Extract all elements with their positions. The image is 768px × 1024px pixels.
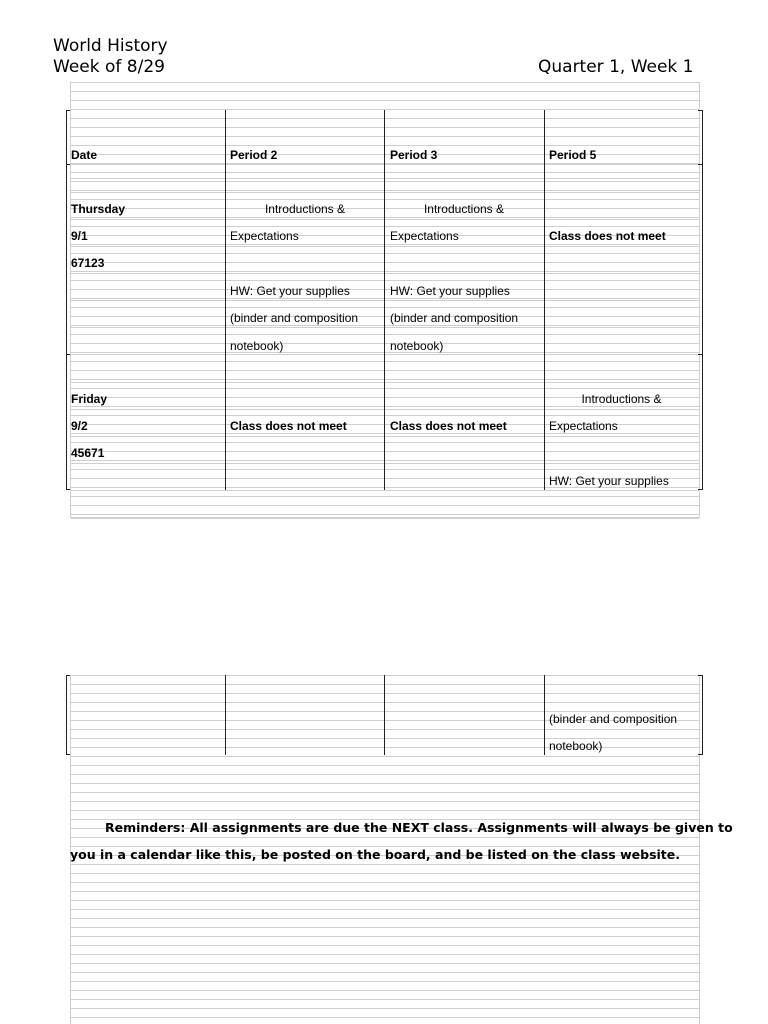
gridline — [71, 244, 699, 245]
column-divider — [384, 110, 385, 490]
header-date: Date — [71, 148, 98, 162]
gridline — [71, 388, 699, 389]
table-right-border — [702, 110, 703, 490]
row-separator — [698, 354, 702, 355]
border-tick — [66, 754, 70, 755]
friday-p3-note: Class does not meet — [390, 419, 507, 433]
gridline — [71, 436, 699, 437]
friday-code: 45671 — [71, 446, 105, 460]
gridline — [71, 463, 699, 464]
column-divider — [225, 675, 226, 755]
gridline — [71, 300, 699, 301]
thursday-day: Thursday — [71, 202, 126, 216]
gridline — [71, 738, 699, 739]
gridline — [71, 280, 699, 281]
header-period-2: Period 2 — [230, 148, 278, 162]
friday-p5-line: Expectations — [549, 419, 618, 433]
gridline — [71, 756, 699, 757]
gridline — [71, 747, 699, 748]
thursday-date: 9/1 — [71, 229, 88, 243]
reminders-line-2: you in a calendar like this, be posted on the board, and be listed on the class website. — [70, 847, 680, 862]
table-left-border — [66, 675, 67, 755]
border-tick — [66, 675, 70, 676]
gridline — [71, 226, 699, 227]
schedule-grid — [70, 82, 700, 518]
gridline — [71, 316, 699, 317]
gridline — [71, 918, 699, 919]
gridline — [71, 945, 699, 946]
gridline — [71, 246, 699, 247]
gridline — [71, 765, 699, 766]
gridline — [71, 783, 699, 784]
gridline — [71, 181, 699, 182]
border-tick — [66, 489, 70, 490]
border-tick — [66, 110, 70, 111]
gridline — [71, 909, 699, 910]
border-tick — [698, 675, 702, 676]
gridline — [71, 1017, 699, 1018]
gridline — [71, 164, 699, 165]
gridline — [71, 954, 699, 955]
gridline — [71, 864, 699, 865]
gridline — [71, 273, 699, 274]
gridline — [71, 352, 699, 353]
header-period-3: Period 3 — [390, 148, 438, 162]
gridline — [71, 109, 699, 110]
thursday-p3-line: Expectations — [390, 229, 459, 243]
friday-p2-note: Class does not meet — [230, 419, 347, 433]
week-label: Week of 8/29 — [53, 57, 165, 77]
friday-p5-line: notebook) — [549, 739, 603, 753]
gridline — [71, 900, 699, 901]
column-divider — [384, 675, 385, 755]
gridline — [71, 451, 699, 452]
gridline — [71, 882, 699, 883]
gridline — [71, 801, 699, 802]
gridline — [71, 433, 699, 434]
gridline — [71, 442, 699, 443]
table-left-border — [66, 110, 67, 490]
friday-p5-line: Introductions & — [581, 392, 662, 406]
gridline — [71, 518, 699, 519]
gridline — [71, 100, 699, 101]
gridline — [71, 684, 699, 685]
row-separator — [698, 164, 702, 165]
gridline — [71, 729, 699, 730]
gridline — [71, 379, 699, 380]
gridline — [71, 972, 699, 973]
gridline — [71, 999, 699, 1000]
gridline — [71, 981, 699, 982]
gridline — [71, 289, 699, 290]
gridline — [71, 154, 699, 155]
gridline — [71, 145, 699, 146]
gridline — [71, 343, 699, 344]
gridline — [71, 172, 699, 173]
gridline — [71, 927, 699, 928]
column-divider — [544, 675, 545, 755]
thursday-p2-line: HW: Get your supplies — [230, 284, 350, 298]
course-title: World History — [53, 36, 168, 56]
gridline — [71, 837, 699, 838]
thursday-p2-line: Introductions & — [264, 202, 346, 216]
gridline — [71, 307, 699, 308]
row-separator — [66, 164, 70, 165]
gridline — [71, 262, 699, 263]
gridline — [71, 298, 699, 299]
thursday-p3-line: HW: Get your supplies — [390, 284, 510, 298]
gridline — [71, 469, 699, 470]
gridline — [71, 990, 699, 991]
gridline — [71, 82, 699, 83]
gridline — [71, 325, 699, 326]
gridline — [71, 190, 699, 191]
thursday-p2-line: (binder and composition — [230, 311, 359, 325]
friday-p5-line: HW: Get your supplies — [549, 474, 669, 488]
gridline — [71, 127, 699, 128]
gridline — [71, 963, 699, 964]
gridline — [71, 810, 699, 811]
gridline — [71, 361, 699, 362]
gridline — [71, 271, 699, 272]
gridline — [71, 91, 699, 92]
gridline — [71, 409, 699, 410]
thursday-code: 67123 — [71, 256, 105, 270]
gridline — [71, 1008, 699, 1009]
row-separator — [66, 354, 70, 355]
gridline — [71, 192, 699, 193]
header-period-5: Period 5 — [549, 148, 597, 162]
border-tick — [698, 754, 702, 755]
gridline — [71, 136, 699, 137]
gridline — [71, 460, 699, 461]
thursday-p2-line: Expectations — [230, 229, 299, 243]
reminders-line-1: Reminders: All assignments are due the NEXT class. Assignments will always be given to — [105, 820, 733, 835]
thursday-p2-line: notebook) — [230, 339, 284, 353]
border-tick — [698, 110, 702, 111]
gridline — [71, 702, 699, 703]
thursday-p3-line: notebook) — [390, 339, 444, 353]
gridline — [71, 406, 699, 407]
gridline — [71, 370, 699, 371]
gridline — [71, 891, 699, 892]
border-tick — [698, 489, 702, 490]
gridline — [71, 496, 699, 497]
friday-day: Friday — [71, 392, 108, 406]
column-divider — [544, 110, 545, 490]
gridline — [71, 327, 699, 328]
gridline — [71, 873, 699, 874]
gridline — [71, 118, 699, 119]
gridline — [71, 415, 699, 416]
gridline — [71, 199, 699, 200]
gridline — [71, 354, 699, 355]
column-divider — [225, 110, 226, 490]
gridline — [71, 936, 699, 937]
thursday-p3-line: (binder and composition — [390, 311, 519, 325]
friday-date: 9/2 — [71, 419, 88, 433]
table-right-border — [702, 675, 703, 755]
gridline — [71, 382, 699, 383]
gridline — [71, 774, 699, 775]
gridline — [71, 219, 699, 220]
gridline — [71, 675, 699, 676]
quarter-label: Quarter 1, Week 1 — [538, 57, 694, 77]
gridline — [71, 490, 699, 491]
gridline — [71, 693, 699, 694]
gridline — [71, 178, 699, 179]
gridline — [71, 253, 699, 254]
thursday-p5-note: Class does not meet — [549, 229, 666, 243]
gridline — [71, 514, 699, 515]
gridline — [71, 792, 699, 793]
gridline — [71, 505, 699, 506]
gridline — [71, 217, 699, 218]
gridline — [71, 334, 699, 335]
friday-p5-line: (binder and composition — [549, 712, 678, 726]
thursday-p3-line: Introductions & — [423, 202, 505, 216]
